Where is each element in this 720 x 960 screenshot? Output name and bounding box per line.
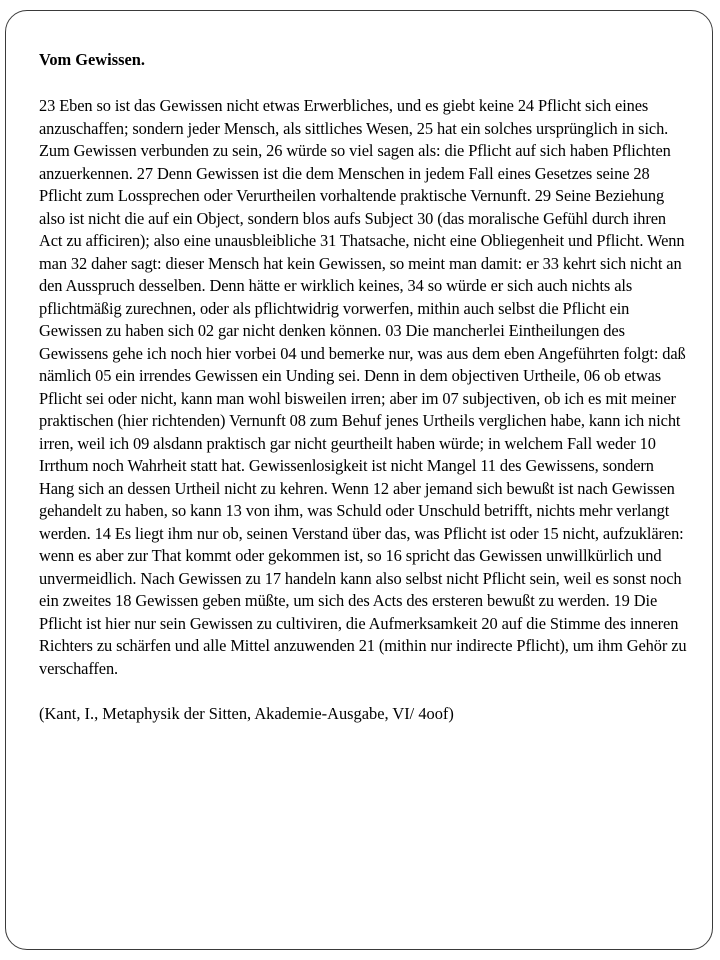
document-body: 23 Eben so ist das Gewissen nicht etwas Erwerbliches, und es giebt keine 24 Pflicht sich eines anzuschaffen; sondern jeder Mensch, als sittliches Wesen, 25 hat ein solches ursprünglich in sich. Zum Gewissen verbunden zu sein, 26 würde so viel sagen als: die Pflicht auf sich haben Pflichten anzuerkennen. 27 Denn Gewissen ist die dem Menschen in jedem Fall eines Gesetzes seine 28 Pflicht zum Lossprechen oder Verurtheilen vorhaltende praktische Vernunft. 29 Seine Beziehung also ist nicht die auf ein Object, sondern blos aufs Subject 30 (das moralische Gefühl durch ihren Act zu afficiren); also eine unausbleibliche 31 Thatsache, nicht eine Obliegenheit und Pflicht. Wenn man 32 daher sagt: dieser Mensch hat kein Gewissen, so meint man damit: er 33 kehrt sich nicht an den Ausspruch desselben. Denn hätte er wirklich keines, 34 so würde er sich auch nichts als pflichtmäßig zurechnen, oder als pflichtwidrig vorwerfen, mithin auch selbst die Pflicht ein Gewissen zu haben sich 02 gar nicht denken können. 03 Die mancherlei Eintheilungen des Gewissens gehe ich noch hier vorbei 04 und bemerke nur, was aus dem eben Angeführten folgt: daß nämlich 05 ein irrendes Gewissen ein Unding sei. Denn in dem objectiven Urtheile, 06 ob etwas Pflicht sei oder nicht, kann man wohl bisweilen irren; aber im 07 subjectiven, ob ich es mit meiner praktischen (hier richtenden) Vernunft 08 zum Behuf jenes Urtheils verglichen habe, kann ich nicht irren, weil ich 09 alsdann praktisch gar nicht geurtheilt haben würde; in welchem Fall weder 10 Irrthum noch Wahrheit statt hat. Gewissenlosigkeit ist nicht Mangel 11 des Gewissens, sondern Hang sich an dessen Urtheil nicht zu kehren. Wenn 12 aber jemand sich bewußt ist nach Gewissen gehandelt zu haben, so kann 13 von ihm, was Schuld oder Unschuld betrifft, nichts mehr verlangt werden. 14 Es liegt ihm nur ob, seinen Verstand über das, was Pflicht ist oder 15 nicht, aufzuklären: wenn es aber zur That kommt oder gekommen ist, so 16 spricht das Gewissen unwillkürlich und unvermeidlich. Nach Gewissen zu 17 handeln kann also selbst nicht Pflicht sein, weil es sonst noch ein zweites 18 Gewissen geben müßte, um sich des Acts des ersteren bewußt zu werden. 19 Die Pflicht ist hier nur sein Gewissen zu cultiviren, die Aufmerksamkeit 20 auf die Stimme des inneren Richters zu schärfen und alle Mittel anzuwenden 21 (mithin nur indirecte Pflicht), um ihm Gehör zu verschaffen.: [39, 96, 687, 678]
document-content: [39, 49, 689, 726]
document-citation: (Kant, I., Metaphysik der Sitten, Akademie-Ausgabe, VI/ 4oof): [39, 704, 454, 723]
document-title: Vom Gewissen.: [39, 50, 145, 69]
document-card: [5, 10, 713, 950]
